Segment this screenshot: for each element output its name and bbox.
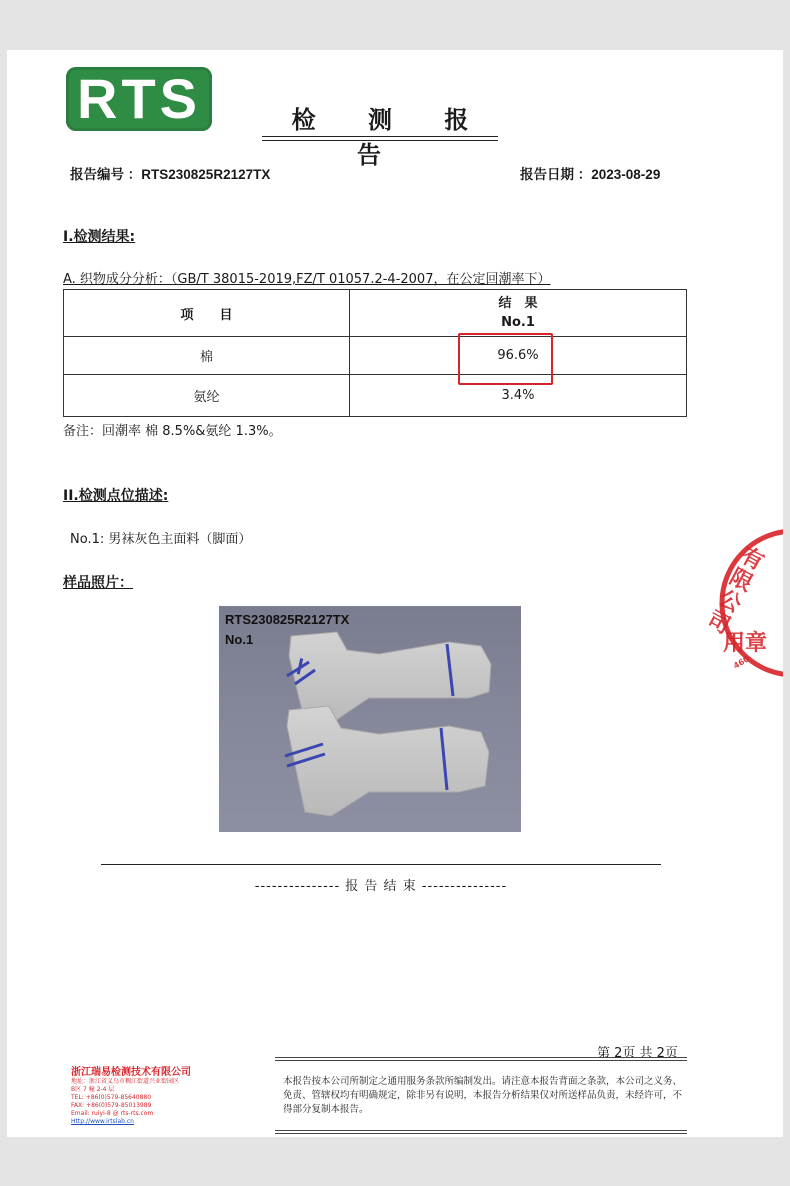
rts-logo: RTS	[66, 67, 212, 131]
report-title: 检 测 报 告	[291, 106, 491, 169]
composition-subheading-text: A. 织物成分分析：（GB/T 38015-2019,FZ/T 01057.2-4-2007，在公定回潮率下）	[63, 272, 551, 287]
company-address: 地址：浙江省义乌市稠江街道兴业街园区	[71, 1078, 180, 1085]
photo-heading: 样品照片：	[63, 575, 133, 591]
company-info	[71, 1063, 261, 1126]
table-header-row	[64, 290, 687, 337]
report-page	[7, 50, 783, 1137]
seal-text: 有限公司	[702, 543, 768, 640]
company-tel: TEL: +86(0)579-85640880	[71, 1094, 152, 1101]
title-underline	[262, 136, 498, 137]
seal-digits: 460	[731, 654, 751, 671]
header-result	[350, 290, 687, 337]
page-number: 第 2页 共 2页	[597, 1046, 678, 1061]
composition-subheading	[63, 268, 550, 287]
results-table	[63, 289, 687, 417]
row-item-cotton: 棉	[64, 337, 350, 375]
report-number-label: 报告编号 ：	[70, 167, 142, 182]
footer-rule-top-2	[275, 1060, 687, 1061]
report-end: --------------- 报 告 结 束 ---------------	[254, 879, 508, 894]
section1-heading: I.检测结果:	[63, 229, 136, 245]
company-website-link[interactable]: Http://www.irtslab.cn	[71, 1118, 134, 1125]
note: 备注：回潮率 棉 8.5%&氨纶 1.3%。	[63, 424, 282, 439]
row-value-cotton: 96.6%	[350, 337, 687, 375]
highlight-box	[458, 333, 553, 385]
photo-label-no: No.1	[225, 632, 254, 647]
footer-rule-bottom	[275, 1130, 687, 1131]
sample-photo	[219, 606, 521, 832]
company-email: Email: ruiyi-8 @ rts-rts.com	[71, 1110, 154, 1117]
company-building: B区 7 幢 2-4 层	[71, 1086, 115, 1093]
footer-rule-top	[275, 1057, 687, 1058]
report-date-label: 报告日期 ：	[520, 167, 592, 182]
row-item-spandex: 氨纶	[64, 375, 350, 417]
title-underline-2	[262, 140, 498, 141]
row-value-spandex: 3.4%	[350, 375, 687, 417]
report-number-value: RTS230825R2127TX	[141, 167, 271, 182]
disclaimer: 本报告按本公司所制定之通用服务条款所编制发出。请注意本报告背面之条款，本公司之义务、免责、管辖权均有明确规定，除非另有说明，本报告分析结果仅对所送样品负责，未经许可，不得部分复制本报告。	[283, 1076, 683, 1115]
company-name: 浙江瑞易检测技术有限公司	[71, 1067, 191, 1078]
footer-rule-bottom-2	[275, 1133, 687, 1134]
table-row	[64, 337, 687, 375]
test-point: No.1: 男袜灰色主面料（脚面）	[70, 532, 252, 547]
company-seal	[702, 518, 783, 688]
end-divider	[101, 864, 661, 865]
socks-image	[219, 606, 521, 832]
section2-heading: II.检测点位描述:	[63, 488, 169, 504]
company-fax: FAX: +86(0)579-85013989	[71, 1102, 152, 1109]
header-result-label: 结 果	[498, 296, 538, 311]
table-row	[64, 375, 687, 417]
report-date	[520, 163, 660, 183]
report-number	[70, 163, 270, 183]
photo-label-id: RTS230825R2127TX	[225, 612, 350, 627]
header-item: 项 目	[64, 290, 350, 337]
report-date-value: 2023-08-29	[591, 167, 661, 182]
header-result-no: No.1	[501, 315, 535, 330]
seal-text-2: 用章	[723, 631, 768, 656]
